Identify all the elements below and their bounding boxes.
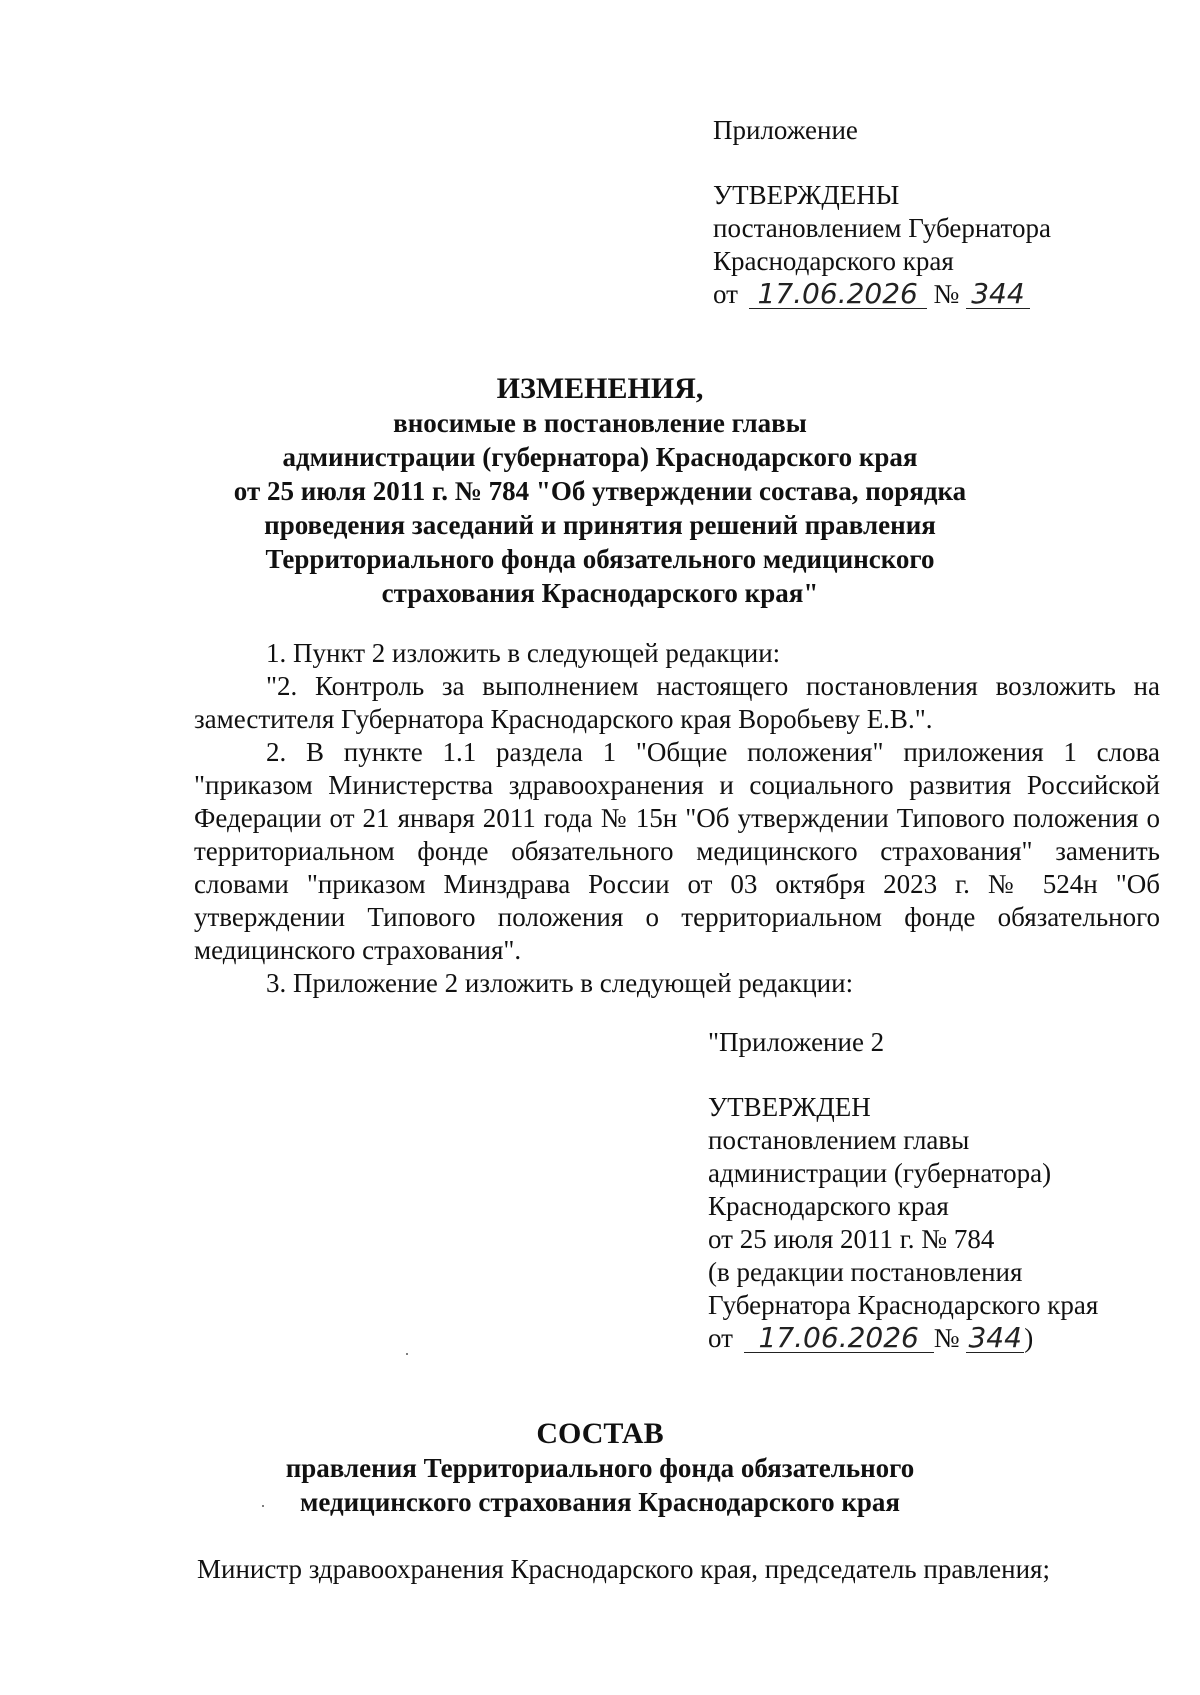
composition-line: правления Территориального фонда обязательного bbox=[285, 1453, 915, 1483]
item1-intro: 1. Пункт 2 изложить в следующей редакции: bbox=[266, 638, 781, 668]
approved-label: УТВЕРЖДЕНЫ bbox=[713, 180, 900, 210]
composition-title: СОСТАВ bbox=[536, 1417, 664, 1450]
title-line: Территориального фонда обязательного медицинского bbox=[265, 544, 935, 574]
document-title bbox=[150, 372, 1050, 610]
item3: 3. Приложение 2 изложить в следующей редакции: bbox=[266, 968, 854, 998]
handwritten-date: 17.06.2026 bbox=[749, 280, 927, 309]
appendix2-closing-paren: ) bbox=[1024, 1323, 1034, 1353]
composition-line: медицинского страхования Краснодарского края bbox=[299, 1487, 901, 1517]
member-first: Министр здравоохранения Краснодарского края, председатель правления; bbox=[197, 1554, 1050, 1584]
item1-quote-rest: заместителя Губернатора Краснодарского края Воробьеву Е.В.". bbox=[194, 704, 933, 734]
title-main: ИЗМЕНЕНИЯ, bbox=[496, 372, 704, 405]
appendix2-approved: УТВЕРЖДЕН bbox=[708, 1092, 871, 1122]
approval-date-line bbox=[713, 278, 1051, 311]
appendix2-line: администрации (губернатора) bbox=[708, 1158, 1052, 1188]
item2-rest: "приказом Министерства здравоохранения и социального развития Российской Федерации от 21 января 2011 года № 15н "Об утверждении Типового положения о территориальном фонде обязательного медицинского страхования" заменить словами "приказом Минздрава России от 03 октября 2023 г. № 524н "Об утверждении Типового положения о территориальном фонде обязательного медицинского страхования". bbox=[194, 770, 1160, 965]
approved-by-line2: Краснодарского края bbox=[713, 246, 954, 276]
appendix2-label: "Приложение 2 bbox=[708, 1027, 885, 1057]
composition-heading bbox=[150, 1417, 1050, 1519]
appendix2-number-sign: № bbox=[933, 1323, 960, 1353]
appendix2-line: от 25 июля 2011 г. № 784 bbox=[708, 1224, 995, 1254]
appendix2-date-line bbox=[708, 1322, 1098, 1355]
document-body bbox=[194, 637, 1160, 1000]
appendix2-handwritten-date: 17.06.2026 bbox=[744, 1324, 934, 1353]
item2-first: 2. В пункте 1.1 раздела 1 "Общие положения" приложения 1 слова bbox=[266, 737, 1160, 767]
appendix2-approval-block bbox=[708, 1026, 1098, 1355]
date-prefix: от bbox=[713, 279, 738, 309]
appendix2-line: Краснодарского края bbox=[708, 1191, 949, 1221]
appendix2-line: постановлением главы bbox=[708, 1125, 970, 1155]
number-sign: № bbox=[933, 279, 960, 309]
approval-block bbox=[713, 114, 1051, 311]
title-line: от 25 июля 2011 г. № 784 "Об утверждении состава, порядка bbox=[233, 476, 967, 506]
approved-by-line1: постановлением Губернатора bbox=[713, 213, 1051, 243]
appendix-label: Приложение bbox=[713, 115, 858, 145]
title-line: вносимые в постановление главы bbox=[393, 408, 807, 438]
title-line: проведения заседаний и принятия решений правления bbox=[264, 510, 936, 540]
title-line: администрации (губернатора) Краснодарского края bbox=[282, 442, 918, 472]
item1-quote-first: "2. Контроль за выполнением настоящего постановления возложить на bbox=[266, 671, 1160, 701]
appendix2-handwritten-number: 344 bbox=[966, 1324, 1024, 1353]
handwritten-number: 344 bbox=[966, 280, 1030, 309]
appendix2-line: Губернатора Краснодарского края bbox=[708, 1290, 1099, 1320]
scan-speck bbox=[406, 1353, 408, 1355]
appendix2-line: (в редакции постановления bbox=[708, 1257, 1023, 1287]
title-line: страхования Краснодарского края" bbox=[381, 578, 819, 608]
appendix2-date-prefix: от bbox=[708, 1323, 733, 1353]
